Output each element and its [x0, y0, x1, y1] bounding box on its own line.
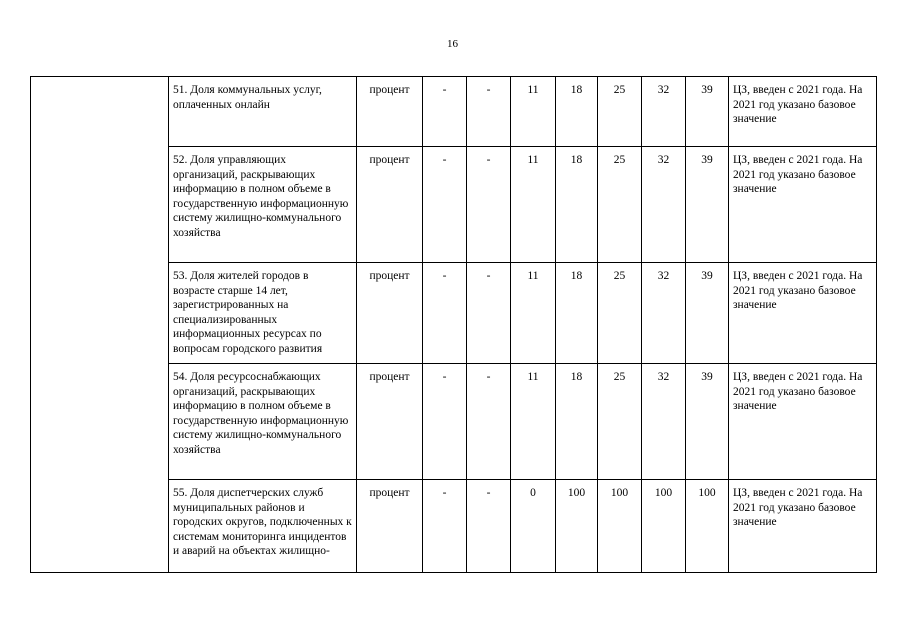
merged-empty-cell — [31, 77, 169, 573]
indicator-name-cell: 53. Доля жителей городов в возрасте старше 14 лет, зарегистрированных на специализированных информационных ресурсах по вопросам городского развития — [169, 263, 357, 364]
value-cell: 32 — [642, 77, 686, 147]
unit-cell: процент — [357, 77, 423, 147]
value-cell: 11 — [511, 263, 556, 364]
page-number: 16 — [447, 38, 458, 50]
value-cell: 18 — [556, 263, 598, 364]
dash-cell: - — [423, 480, 467, 573]
dash-cell: - — [423, 77, 467, 147]
indicator-name-cell: 51. Доля коммунальных услуг, оплаченных онлайн — [169, 77, 357, 147]
dash-cell: - — [467, 263, 511, 364]
value-cell: 25 — [598, 77, 642, 147]
dash-cell: - — [467, 480, 511, 573]
note-cell: ЦЗ, введен с 2021 года. На 2021 год указано базовое значение — [729, 364, 877, 480]
dash-cell: - — [423, 263, 467, 364]
value-cell: 11 — [511, 77, 556, 147]
value-cell: 100 — [598, 480, 642, 573]
value-cell: 18 — [556, 364, 598, 480]
note-cell: ЦЗ, введен с 2021 года. На 2021 год указано базовое значение — [729, 263, 877, 364]
value-cell: 25 — [598, 147, 642, 263]
unit-cell: процент — [357, 480, 423, 573]
value-cell: 39 — [686, 263, 729, 364]
table-row — [31, 77, 877, 147]
dash-cell: - — [423, 364, 467, 480]
value-cell: 32 — [642, 364, 686, 480]
unit-cell: процент — [357, 364, 423, 480]
note-cell: ЦЗ, введен с 2021 года. На 2021 год указано базовое значение — [729, 147, 877, 263]
value-cell: 0 — [511, 480, 556, 573]
value-cell: 25 — [598, 263, 642, 364]
indicator-name-cell: 54. Доля ресурсоснабжающих организаций, раскрывающих информацию в полном объеме в государственную информационную систему жилищно-коммунального хозяйства — [169, 364, 357, 480]
value-cell: 25 — [598, 364, 642, 480]
value-cell: 18 — [556, 147, 598, 263]
note-cell: ЦЗ, введен с 2021 года. На 2021 год указано базовое значение — [729, 480, 877, 573]
indicator-table — [30, 76, 877, 573]
indicator-name-cell: 55. Доля диспетчерских служб муниципальных районов и городских округов, подключенных к системам мониторинга инцидентов и аварий на объектах жилищно- — [169, 480, 357, 573]
value-cell: 32 — [642, 147, 686, 263]
indicator-name-cell: 52. Доля управляющих организаций, раскрывающих информацию в полном объеме в государственную информационную систему жилищно-коммунального хозяйства — [169, 147, 357, 263]
note-cell: ЦЗ, введен с 2021 года. На 2021 год указано базовое значение — [729, 77, 877, 147]
dash-cell: - — [467, 77, 511, 147]
dash-cell: - — [467, 364, 511, 480]
value-cell: 100 — [556, 480, 598, 573]
dash-cell: - — [467, 147, 511, 263]
value-cell: 11 — [511, 147, 556, 263]
value-cell: 18 — [556, 77, 598, 147]
value-cell: 39 — [686, 147, 729, 263]
value-cell: 100 — [642, 480, 686, 573]
value-cell: 100 — [686, 480, 729, 573]
unit-cell: процент — [357, 147, 423, 263]
value-cell: 39 — [686, 364, 729, 480]
unit-cell: процент — [357, 263, 423, 364]
value-cell: 11 — [511, 364, 556, 480]
dash-cell: - — [423, 147, 467, 263]
value-cell: 32 — [642, 263, 686, 364]
value-cell: 39 — [686, 77, 729, 147]
